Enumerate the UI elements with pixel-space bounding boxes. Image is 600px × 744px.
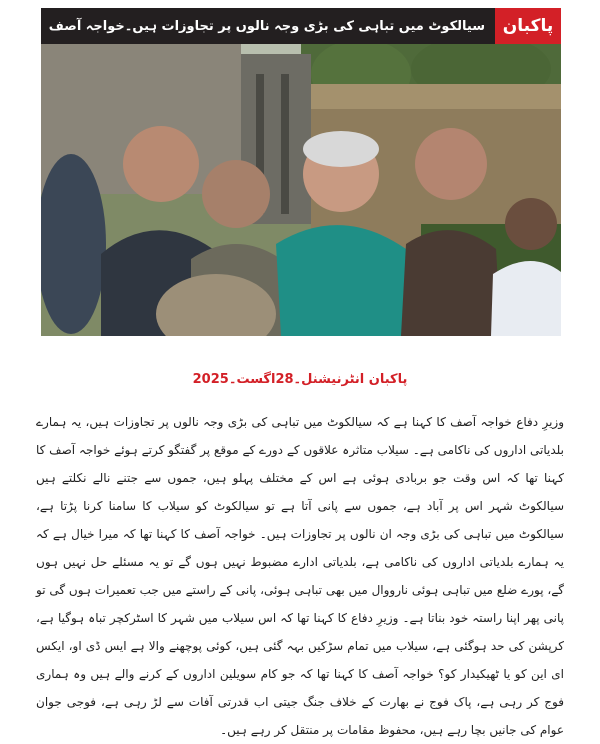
news-photo: [41, 44, 561, 336]
brand-logo: پاکبان: [495, 8, 561, 44]
headline-banner: [41, 8, 561, 44]
headline-text: سیالکوٹ میں تباہی کی بڑی وجہ نالوں پر تجاوزات ہیں۔خواجہ آصف: [41, 8, 495, 44]
dateline: پاکبان انٹرنیشنل۔28اگست۔2025: [192, 372, 408, 387]
article-body: وزیرِ دفاع خواجہ آصف کا کہنا ہے کہ سیالکوٹ میں تباہی کی بڑی وجہ نالوں پر تجاوزات ہیں، یہ ہمارے بلدیاتی اداروں کی ناکامی ہے۔ سیلاب متاثرہ علاقوں کے دورے کے موقع پر گفتگو کرتے ہوئے خواجہ آصف کا کہنا تھا کہ اس وقت جو بربادی ہوئی ہے اس کے مختلف پہلو ہیں، جموں سے جتنے نالے نکلتے ہیں سیالکوٹ شہر اس پر آباد ہے، جموں سے پانی آتا ہے تو سیالکوٹ کو سیلاب کا سامنا کرنا پڑتا ہے، سیالکوٹ میں تباہی کی بڑی وجہ ان نالوں پر تجاوزات ہیں۔ خواجہ آصف کا کہنا تھا کہ میرا خیال ہے کہ یہ ہمارے بلدیاتی اداروں کی ناکامی ہے، بلدیاتی ادارے مضبوط نہیں ہوں گے تو یہ مسئلے حل نہیں ہوں گے، پورے ضلع میں تباہی ہوئی نارووال میں بھی تباہی ہوئی، پانی کے راستے میں جب تعمیرات ہوں گی تو پانی پھر اپنا راستہ خود بناتا ہے۔ وزیرِ دفاع کا کہنا تھا کہ اس سیلاب میں شہر کا اسٹرکچر تباہ ہوگیا ہے، کرپشن کی حد ہوگئی ہے، سیلاب میں تمام سڑکیں بہہ گئی ہیں، کوئی پوچھنے والا ہے ایس ڈی او، ایکس ای این کو یا ٹھیکیدار کو؟ خواجہ آصف کا کہنا تھا کہ جو کام سویلین اداروں کے کرنے والے ہیں وہ ہماری فوج کر رہی ہے، پاک فوج نے بھارت کے خلاف جنگ جیتی اب قدرتی آفات سے لڑ رہی ہے، فوجی جوان عوام کی جانیں بچا رہے ہیں، محفوظ مقامات پر منتقل کر رہے ہیں۔: [36, 415, 564, 737]
photo-illustration: [41, 44, 561, 336]
